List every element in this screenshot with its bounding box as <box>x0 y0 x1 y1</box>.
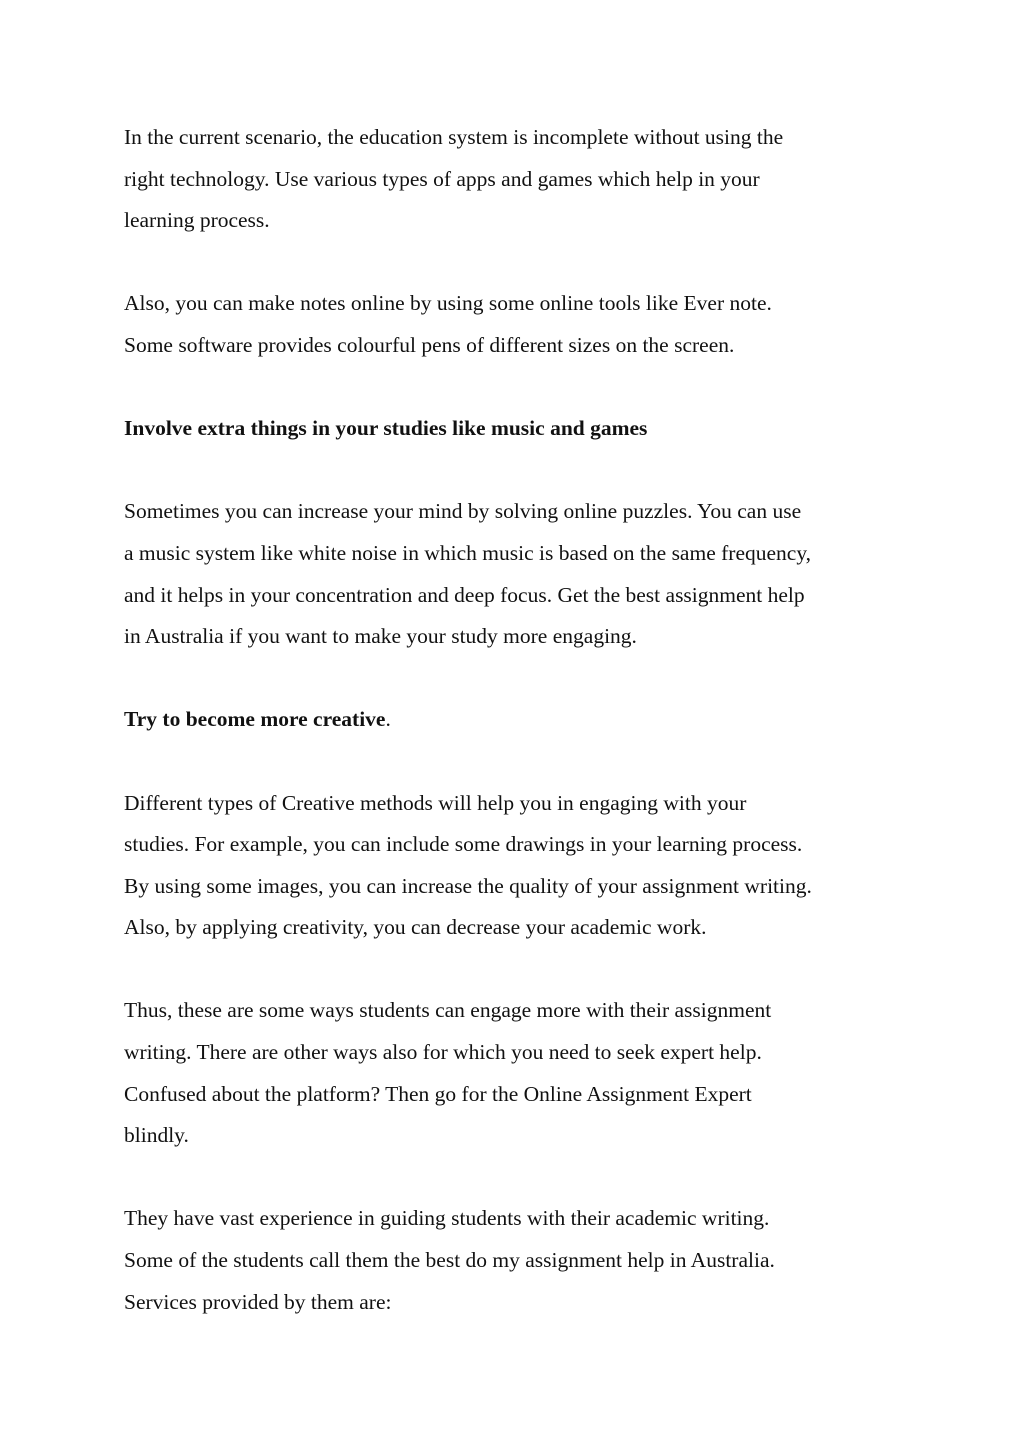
text-line: studies. For example, you can include some drawings in your learning process. <box>124 832 803 857</box>
paragraph-services <box>124 1198 904 1323</box>
paragraph-creative-methods <box>124 783 904 949</box>
text-line: right technology. Use various types of apps and games which help in your <box>124 166 760 191</box>
text-line: Some of the students call them the best do my assignment help in Australia. <box>124 1248 775 1273</box>
text-line: In the current scenario, the education system is incomplete without using the <box>124 125 784 149</box>
text-line: Different types of Creative methods will help you in engaging with your <box>124 790 747 815</box>
text-line: in Australia if you want to make your study more engaging. <box>124 624 637 649</box>
text-line: Thus, these are some ways students can engage more with their assignment <box>124 998 772 1023</box>
text-line: and it helps in your concentration and deep focus. Get the best assignment help <box>124 582 805 607</box>
paragraph-technology <box>124 117 904 242</box>
text-line: writing. There are other ways also for which you need to seek expert help. <box>124 1040 762 1065</box>
text-line: Sometimes you can increase your mind by solving online puzzles. You can use <box>124 499 802 524</box>
heading-suffix: . <box>385 707 391 732</box>
heading-text: Involve extra things in your studies like music and games <box>124 416 648 441</box>
text-line: Some software provides colourful pens of different sizes on the screen. <box>124 332 735 357</box>
document-body <box>124 117 904 1365</box>
paragraph-online-notes <box>124 283 904 366</box>
heading-line <box>124 699 904 741</box>
section-heading-creative <box>124 699 904 741</box>
text-line: They have vast experience in guiding students with their academic writing. <box>124 1206 770 1231</box>
text-line: learning process. <box>124 208 270 233</box>
text-line: blindly. <box>124 1123 189 1148</box>
text-line: Also, by applying creativity, you can decrease your academic work. <box>124 915 707 940</box>
text-line: Services provided by them are: <box>124 1289 392 1314</box>
section-heading-music-games <box>124 408 904 450</box>
text-line: a music system like white noise in which music is based on the same frequency, <box>124 540 812 565</box>
paragraph-conclusion <box>124 990 904 1156</box>
text-line: By using some images, you can increase the quality of your assignment writing. <box>124 873 812 898</box>
paragraph-puzzles-music <box>124 491 904 657</box>
text-line: Also, you can make notes online by using some online tools like Ever note. <box>124 291 772 316</box>
heading-text: Try to become more creative <box>124 707 386 732</box>
text-line: Confused about the platform? Then go for the Online Assignment Expert <box>124 1081 752 1106</box>
